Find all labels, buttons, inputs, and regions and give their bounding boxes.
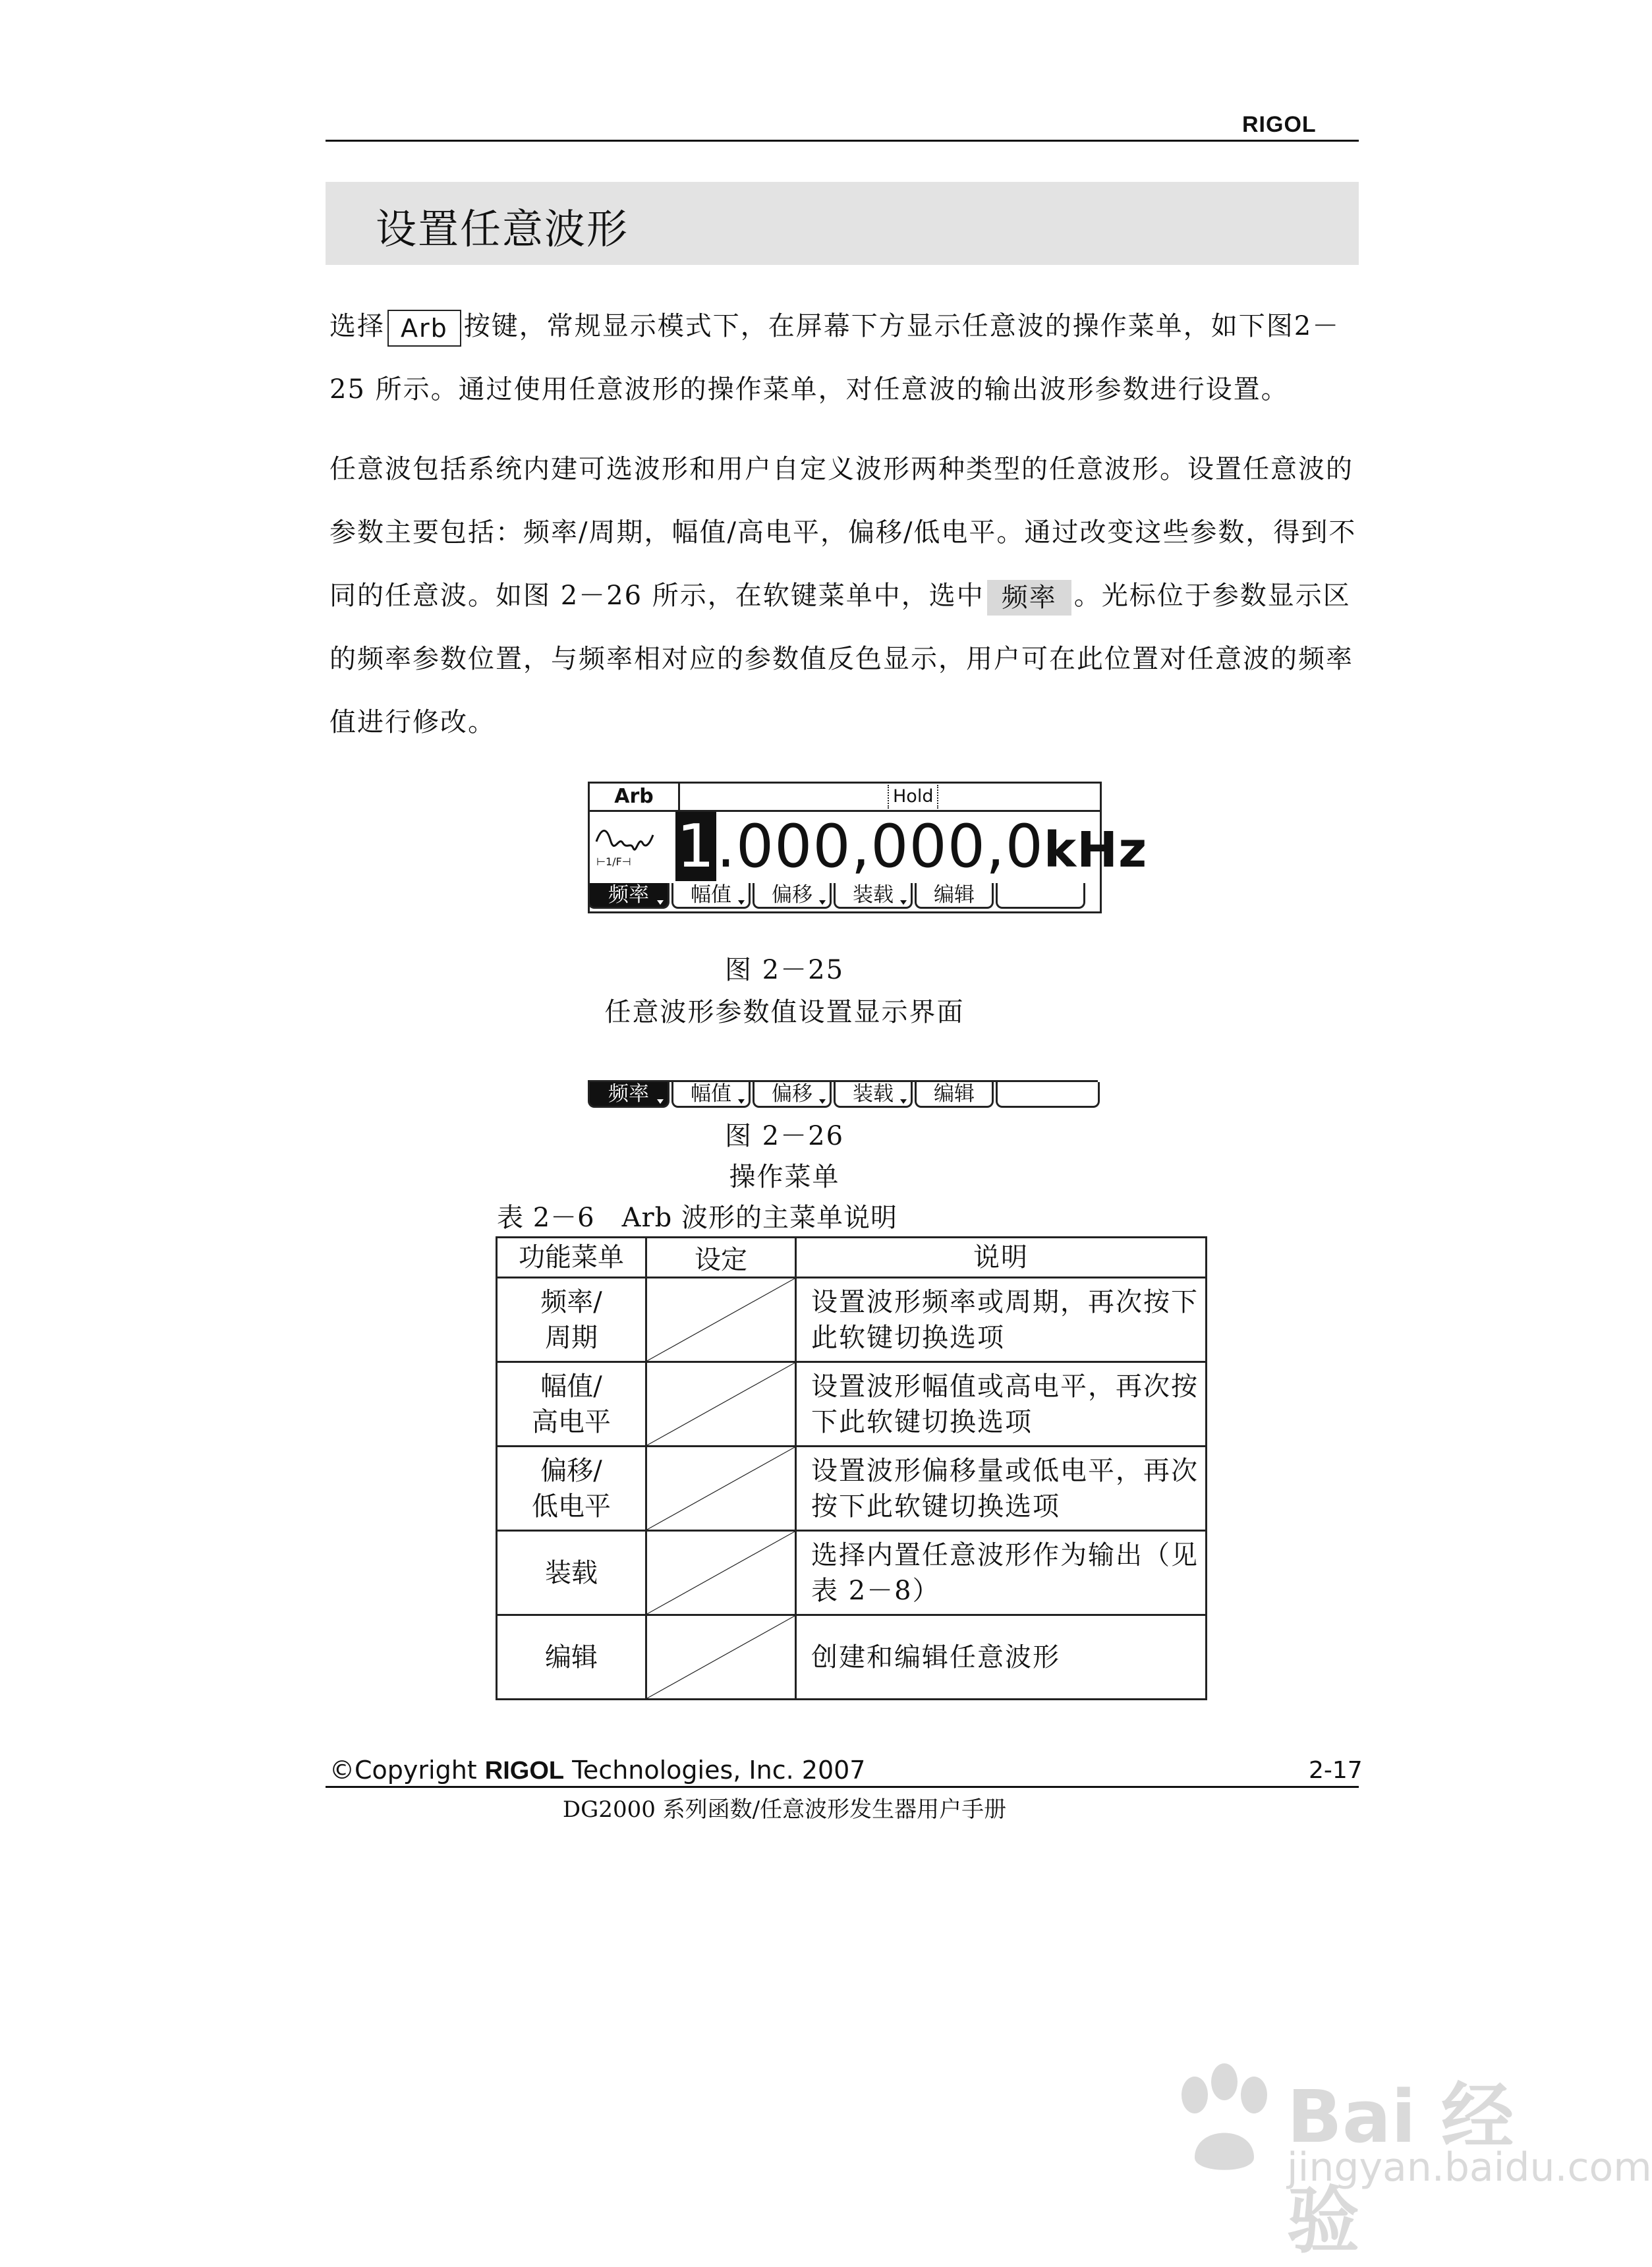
row-menu-label: 编辑 <box>545 1642 598 1673</box>
softkey-edit[interactable] <box>915 1082 994 1108</box>
row-menu <box>497 1615 646 1700</box>
row-description: 选择内置任意波形作为输出（见表 2－8） <box>796 1531 1207 1615</box>
submenu-arrow-icon <box>657 1099 664 1104</box>
table-row <box>497 1362 1207 1447</box>
copyright-brand: RIGOL <box>484 1757 565 1785</box>
paragraph-2 <box>329 438 1357 754</box>
paragraph-1-body: 按键，常规显示模式下，在屏幕下方显示任意波的操作菜单，如下图2－25 所示。通过使用任意波形的操作菜单，对任意波的输出波形参数进行设置。 <box>329 311 1340 405</box>
footer-copyright <box>329 1756 866 1785</box>
table-row <box>497 1615 1207 1700</box>
section-title-box <box>326 182 1359 265</box>
lcd-softkey-bar <box>588 883 1098 909</box>
submenu-arrow-icon <box>900 1099 907 1104</box>
arb-menu-table <box>496 1236 1207 1700</box>
row-setting <box>646 1447 796 1531</box>
lcd-softkey-load-label: 装载 <box>853 883 894 907</box>
footer-rule <box>326 1786 1359 1788</box>
paw-icon <box>1168 2059 1280 2177</box>
submenu-arrow-icon <box>738 1099 745 1104</box>
softkey-load[interactable] <box>834 1082 913 1108</box>
softkey-blank[interactable] <box>996 1082 1100 1108</box>
figure-2-26-caption: 操作菜单 <box>729 1162 840 1192</box>
header-menu: 功能菜单 <box>497 1238 646 1278</box>
value-unit: kHz <box>1043 822 1148 878</box>
header-setting: 设定 <box>646 1238 796 1278</box>
softkey-amplitude[interactable] <box>671 1082 751 1108</box>
row-menu <box>497 1362 646 1447</box>
submenu-arrow-icon <box>819 1099 826 1104</box>
softkey-offset-label: 偏移 <box>772 1082 812 1106</box>
row-menu <box>497 1531 646 1615</box>
table-row <box>497 1278 1207 1362</box>
table-row <box>497 1447 1207 1531</box>
figure-2-26-number: 图 2－26 <box>724 1121 845 1151</box>
lcd-display <box>588 782 1148 913</box>
softkey-frequency-label: 频率 <box>608 1082 649 1106</box>
lcd-softkey-blank[interactable] <box>996 883 1085 909</box>
paragraph-1 <box>329 295 1357 421</box>
row-description: 创建和编辑任意波形 <box>796 1615 1207 1700</box>
lcd-hold-status: Hold <box>888 785 938 809</box>
figure-2-25-caption: 任意波形参数值设置显示界面 <box>604 997 965 1027</box>
softkey-edit-label: 编辑 <box>934 1082 975 1106</box>
row-setting <box>646 1278 796 1362</box>
softkey-amplitude-label: 幅值 <box>691 1082 731 1106</box>
arb-wave-icon <box>595 822 661 868</box>
row-setting <box>646 1615 796 1700</box>
submenu-arrow-icon <box>657 900 664 905</box>
row-menu-label: 偏移/ 低电平 <box>532 1455 611 1522</box>
submenu-arrow-icon <box>900 900 907 905</box>
submenu-arrow-icon <box>819 900 826 905</box>
lcd-softkey-edit[interactable] <box>915 883 994 909</box>
table-title: 表 2－6 Arb 波形的主菜单说明 <box>497 1203 897 1233</box>
diagonal-line <box>647 1532 795 1614</box>
diagonal-line <box>647 1363 795 1445</box>
frequency-softkey: 频率 <box>987 580 1071 616</box>
page-number: 2-17 <box>1309 1757 1363 1784</box>
diagonal-line <box>647 1447 795 1530</box>
lcd-softkey-amplitude[interactable] <box>671 883 751 909</box>
lcd-softkey-amplitude-label: 幅值 <box>691 883 731 907</box>
lcd-softkey-offset[interactable] <box>753 883 832 909</box>
header-rule <box>326 140 1359 142</box>
header-description: 说明 <box>796 1238 1207 1278</box>
lcd-softkey-frequency-label: 频率 <box>608 883 649 907</box>
value-cursor: 1 <box>677 812 716 881</box>
row-menu-label: 幅值/ 高电平 <box>532 1371 611 1437</box>
paragraph-1-lead: 选择 <box>329 311 385 341</box>
lcd-mode-label: Arb <box>590 784 680 812</box>
paragraph-2-lead: 任意波包括系统内建可选波形和用户自定义波形两种类型的任意波形。设置任意波的参数主要包括：频率/周期，幅值/高电平，偏移/低电平。通过改变这些参数，得到不同的任意波。如图 2－26 所示，在软键菜单中，选中 <box>329 454 1357 611</box>
manual-title: DG2000 系列函数/任意波形发生器用户手册 <box>562 1796 1007 1823</box>
softkey-frequency[interactable] <box>588 1082 669 1108</box>
header-brand: RIGOL <box>1242 112 1317 137</box>
row-menu <box>497 1278 646 1362</box>
lcd-softkey-edit-label: 编辑 <box>934 883 975 907</box>
lcd-softkey-frequency[interactable] <box>588 883 669 909</box>
diagonal-line <box>647 1616 795 1698</box>
softkey-offset[interactable] <box>753 1082 832 1108</box>
lcd-softkey-load[interactable] <box>834 883 913 909</box>
value-digits: .000,000,0 <box>716 812 1044 881</box>
row-description: 设置波形频率或周期，再次按下此软键切换选项 <box>796 1278 1207 1362</box>
copyright-suffix: Technologies, Inc. 2007 <box>564 1756 866 1785</box>
copyright-prefix: ©Copyright <box>329 1756 485 1785</box>
lcd-frequency-value <box>675 812 1148 881</box>
lcd-softkey-offset-label: 偏移 <box>772 883 812 907</box>
row-menu-label: 频率/ 周期 <box>540 1286 602 1353</box>
watermark-url: jingyan.baidu.com <box>1287 2144 1652 2191</box>
row-description: 设置波形偏移量或低电平，再次按下此软键切换选项 <box>796 1447 1207 1531</box>
period-label: ⊢1/F⊣ <box>596 855 631 868</box>
row-setting <box>646 1362 796 1447</box>
watermark-brand: Bai 经验 <box>1287 2075 1514 2263</box>
diagonal-line <box>647 1278 795 1361</box>
figure-2-25-number: 图 2－25 <box>724 955 845 985</box>
table-row <box>497 1531 1207 1615</box>
section-title: 设置任意波形 <box>376 205 629 253</box>
paragraph-2-body: 。光标位于参数显示区的频率参数位置，与频率相对应的参数值反色显示，用户可在此位置对任意波的频率值进行修改。 <box>329 581 1353 737</box>
table-header-row <box>497 1238 1207 1278</box>
softkey-load-label: 装载 <box>853 1082 894 1106</box>
operation-menu-bar <box>588 1080 1098 1108</box>
row-menu-label: 装载 <box>545 1557 598 1588</box>
row-setting <box>646 1531 796 1615</box>
row-menu <box>497 1447 646 1531</box>
baidu-watermark <box>1168 2059 1652 2263</box>
arb-key: Arb <box>387 310 461 347</box>
row-description: 设置波形幅值或高电平，再次按下此软键切换选项 <box>796 1362 1207 1447</box>
submenu-arrow-icon <box>738 900 745 905</box>
